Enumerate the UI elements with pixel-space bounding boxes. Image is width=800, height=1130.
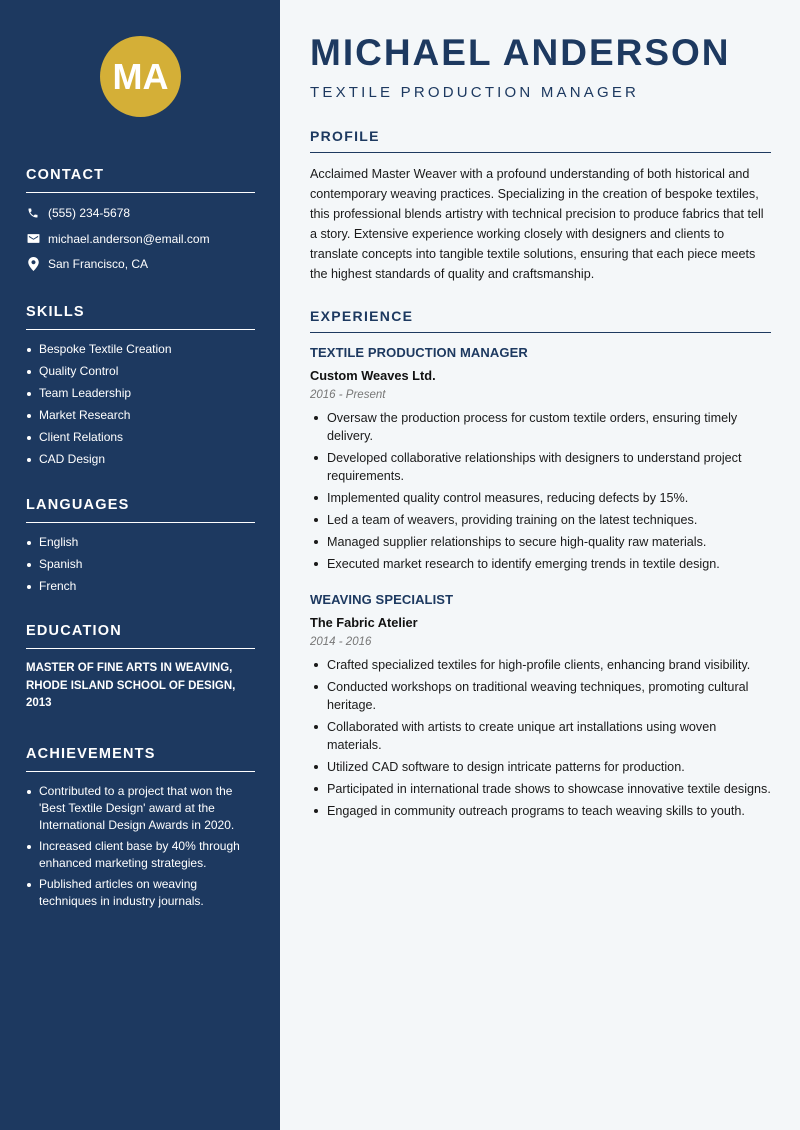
job-title: WEAVING SPECIALIST: [310, 592, 454, 607]
skills-section: [26, 304, 255, 473]
job-title: TEXTILE PRODUCTION MANAGER: [310, 345, 528, 360]
job-bullet: Led a team of weavers, providing training on the latest techniques.: [310, 511, 771, 529]
achievement-item: Contributed to a project that won the 'Best Textile Design' award at the International Design Awards in 2020.: [26, 783, 255, 834]
job-bullet: Developed collaborative relationships with designers to understand project requirements.: [310, 449, 771, 485]
candidate-name: MICHAEL ANDERSON: [310, 32, 731, 73]
education-heading: EDUCATION: [26, 623, 255, 649]
achievements-heading: ACHIEVEMENTS: [26, 746, 255, 772]
job-bullet: Utilized CAD software to design intricate patterns for production.: [310, 758, 771, 776]
languages-heading: LANGUAGES: [26, 497, 255, 523]
language-item: Spanish: [26, 556, 255, 573]
language-item: French: [26, 578, 255, 595]
profile-heading: PROFILE: [310, 128, 771, 153]
job-company: Custom Weaves Ltd.: [310, 368, 436, 383]
contact-phone-text: (555) 234-5678: [48, 206, 131, 220]
job-bullet: Collaborated with artists to create unique art installations using woven materials.: [310, 718, 771, 754]
education-entry: MASTER OF FINE ARTS IN WEAVING, RHODE ISLAND SCHOOL OF DESIGN, 2013: [26, 662, 236, 709]
location-pin-icon: [26, 257, 40, 271]
experience-heading: EXPERIENCE: [310, 308, 771, 333]
job-bullet: Managed supplier relationships to secure high-quality raw materials.: [310, 533, 771, 551]
sidebar: [0, 0, 280, 1130]
languages-list: [26, 534, 255, 595]
achievements-section: [26, 746, 255, 914]
achievement-item: Increased client base by 40% through enhanced marketing strategies.: [26, 838, 255, 872]
education-section: [26, 623, 255, 713]
profile-section: [310, 128, 771, 284]
job-bullet: Crafted specialized textiles for high-profile clients, enhancing brand visibility.: [310, 656, 771, 674]
job-bullet: Participated in international trade shows to showcase innovative textile designs.: [310, 780, 771, 798]
job-entry: [310, 592, 771, 820]
contact-section: [26, 167, 255, 273]
job-bullet: Executed market research to identify emerging trends in textile design.: [310, 555, 771, 573]
skill-item: Team Leadership: [26, 385, 255, 402]
skill-item: Market Research: [26, 407, 255, 424]
contact-location-text: San Francisco, CA: [48, 257, 149, 271]
skill-item: Quality Control: [26, 363, 255, 380]
job-company: The Fabric Atelier: [310, 615, 418, 630]
achievements-list: [26, 783, 255, 910]
contact-heading: CONTACT: [26, 167, 255, 193]
phone-icon: [26, 206, 40, 220]
contact-email-text: michael.anderson@email.com: [48, 231, 210, 246]
skills-list: [26, 341, 255, 468]
skill-item: Client Relations: [26, 429, 255, 446]
email-icon: [26, 232, 40, 246]
profile-text: Acclaimed Master Weaver with a profound understanding of both historical and contemporary weaving practices. Specializing in the creation of bespoke textiles, this professional blends artistry with technical precision to produce fabrics that tell a story. Extensive experience working closely with designers and clients to translate concepts into tangible textile solutions, ensuring that each piece meets the highest standards of quality and craftsmanship.: [310, 167, 764, 281]
contact-phone[interactable]: [26, 204, 255, 222]
job-bullet: Conducted workshops on traditional weaving techniques, promoting cultural heritage.: [310, 678, 771, 714]
job-bullets: [310, 656, 771, 820]
skills-heading: SKILLS: [26, 304, 255, 330]
skill-item: Bespoke Textile Creation: [26, 341, 255, 358]
candidate-title: TEXTILE PRODUCTION MANAGER: [310, 84, 640, 101]
job-bullet: Implemented quality control measures, reducing defects by 15%.: [310, 489, 771, 507]
contact-email[interactable]: [26, 230, 255, 248]
avatar: MA: [100, 36, 181, 117]
achievement-item: Published articles on weaving techniques in industry journals.: [26, 876, 255, 910]
contact-location: [26, 255, 255, 273]
job-bullet: Engaged in community outreach programs to teach weaving skills to youth.: [310, 802, 771, 820]
job-bullet: Oversaw the production process for custom textile orders, ensuring timely delivery.: [310, 409, 771, 445]
experience-section: [310, 308, 771, 824]
job-bullets: [310, 409, 771, 573]
language-item: English: [26, 534, 255, 551]
languages-section: [26, 497, 255, 600]
job-entry: [310, 345, 771, 573]
job-dates: 2016 - Present: [310, 389, 386, 401]
job-dates: 2014 - 2016: [310, 636, 372, 648]
skill-item: CAD Design: [26, 451, 255, 468]
